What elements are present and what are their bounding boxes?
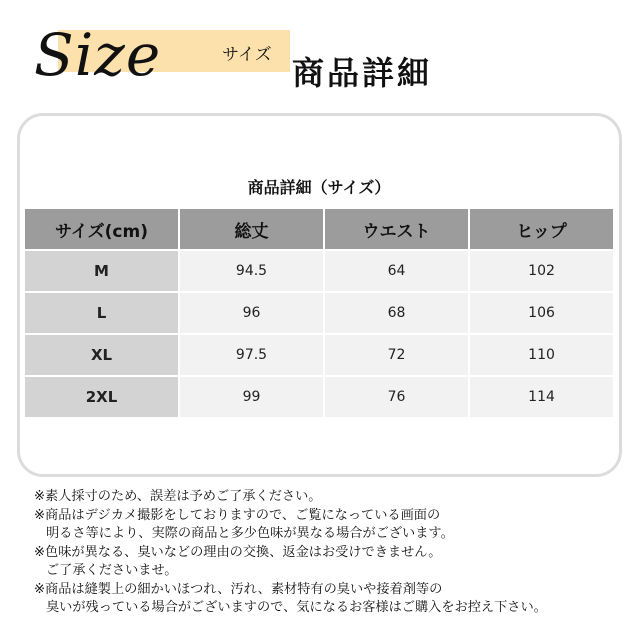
note-line: 臭いが残っている場合がございますので、気になるお客様はご購入をお控え下さい。 <box>46 600 547 615</box>
waist-cell: 76 <box>324 376 469 418</box>
size-table-wrap <box>23 163 613 419</box>
table-caption-row <box>24 164 614 208</box>
hip-cell: 102 <box>469 250 614 292</box>
note-line: ※色味が異なる、臭いなどの理由の交換、返金はお受けできません。 <box>34 544 442 560</box>
table-header-row <box>24 208 614 250</box>
hip-cell: 106 <box>469 292 614 334</box>
size-script-word: Size <box>34 21 162 89</box>
waist-cell: 72 <box>324 334 469 376</box>
size-jp-label: サイズ <box>222 45 272 65</box>
table-row <box>24 292 614 334</box>
length-cell: 99 <box>179 376 324 418</box>
note-line: ※商品は縫製上の細かいほつれ、汚れ、素材特有の臭いや接着剤等の <box>34 581 443 597</box>
table-row <box>24 250 614 292</box>
length-cell: 97.5 <box>179 334 324 376</box>
page-title: 商品詳細 <box>292 54 433 92</box>
waist-cell: 68 <box>324 292 469 334</box>
table-row <box>24 334 614 376</box>
size-table <box>23 163 615 419</box>
size-cell: L <box>24 292 179 334</box>
length-cell: 94.5 <box>179 250 324 292</box>
waist-cell: 64 <box>324 250 469 292</box>
hip-cell: 110 <box>469 334 614 376</box>
note-line: ※商品はデジカメ撮影をしておりますので、ご覧になっている画面の <box>34 507 441 523</box>
column-header-length: 総丈 <box>179 208 324 250</box>
column-header-size: サイズ(cm) <box>24 208 179 250</box>
column-header-waist: ウエスト <box>324 208 469 250</box>
column-header-hip: ヒップ <box>469 208 614 250</box>
table-row <box>24 376 614 418</box>
notes-section <box>34 488 634 618</box>
note-line: 明るさ等により、実際の商品と多少色味が異なる場合がございます。 <box>46 526 454 541</box>
note-line: ご了承くださいませ。 <box>46 563 178 578</box>
note-line: ※素人採寸のため、誤差は予めご了承ください。 <box>34 489 322 504</box>
size-cell: M <box>24 250 179 292</box>
size-cell: 2XL <box>24 376 179 418</box>
table-caption: 商品詳細（サイズ） <box>24 164 614 208</box>
header <box>0 0 640 110</box>
size-cell: XL <box>24 334 179 376</box>
length-cell: 96 <box>179 292 324 334</box>
hip-cell: 114 <box>469 376 614 418</box>
